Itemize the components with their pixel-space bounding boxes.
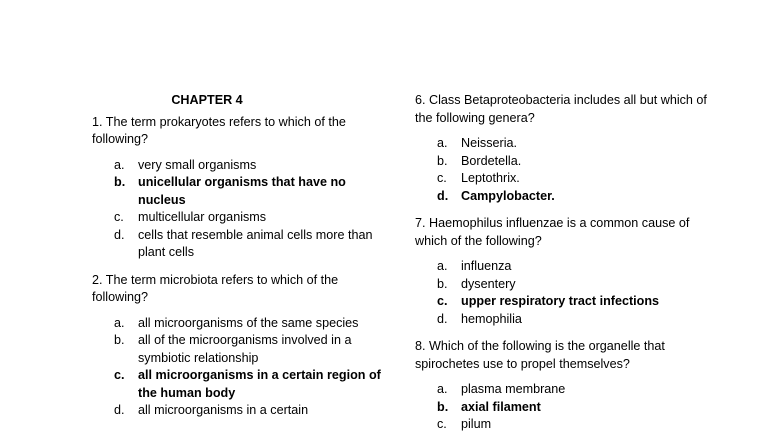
answer-option bbox=[92, 402, 382, 420]
option-letter: b. bbox=[437, 276, 448, 291]
answer-option bbox=[92, 157, 382, 175]
option-letter: c. bbox=[437, 417, 447, 431]
option-letter: d. bbox=[437, 311, 448, 326]
answer-option bbox=[415, 170, 715, 188]
answer-options bbox=[92, 157, 382, 262]
option-letter: c. bbox=[114, 368, 125, 382]
answer-options bbox=[415, 258, 715, 328]
option-text: Campylobacter. bbox=[461, 188, 555, 203]
option-text: Bordetella. bbox=[461, 153, 522, 168]
option-text: upper respiratory tract infections bbox=[461, 294, 660, 308]
option-text: Leptothrix. bbox=[461, 171, 520, 185]
answer-option-correct bbox=[92, 367, 382, 402]
option-text: very small organisms bbox=[138, 157, 257, 172]
answer-option bbox=[415, 416, 715, 434]
option-text: hemophilia bbox=[461, 311, 522, 326]
option-letter: a. bbox=[437, 382, 448, 396]
question-block bbox=[92, 272, 382, 420]
option-text: unicellular organisms that have no nucleus bbox=[138, 175, 346, 207]
answer-option-correct bbox=[415, 399, 715, 417]
option-letter: b. bbox=[437, 399, 449, 414]
option-text: all microorganisms in a certain bbox=[138, 403, 309, 417]
option-letter: b. bbox=[114, 333, 125, 347]
answer-option bbox=[415, 311, 715, 329]
option-letter: a. bbox=[437, 136, 448, 150]
option-letter: b. bbox=[114, 175, 126, 189]
option-text: all microorganisms of the same species bbox=[138, 315, 359, 330]
option-text: axial filament bbox=[461, 399, 541, 414]
option-text: plasma membrane bbox=[461, 382, 566, 396]
question-text: 6. Class Betaproteobacteria includes all but which of the following genera? bbox=[415, 93, 707, 125]
answer-option bbox=[415, 135, 715, 153]
answer-option bbox=[415, 258, 715, 276]
option-text: pilum bbox=[461, 417, 492, 431]
option-letter: a. bbox=[437, 259, 448, 273]
answer-option bbox=[415, 153, 715, 171]
option-letter: a. bbox=[114, 157, 125, 172]
option-letter: d. bbox=[437, 188, 449, 203]
right-column bbox=[415, 92, 715, 444]
option-text: all microorganisms in a certain region of the human body bbox=[138, 368, 381, 400]
answer-option bbox=[415, 276, 715, 294]
question-text: 2. The term microbiota refers to which of the following? bbox=[92, 272, 339, 304]
option-letter: c. bbox=[437, 294, 448, 308]
question-block bbox=[415, 215, 715, 328]
option-text: all of the microorganisms involved in a symbiotic relationship bbox=[138, 333, 352, 365]
answer-option bbox=[92, 332, 382, 367]
option-letter: a. bbox=[114, 315, 125, 330]
question-block bbox=[92, 114, 382, 262]
option-text: multicellular organisms bbox=[138, 210, 267, 224]
question-text: 1. The term prokaryotes refers to which of the following? bbox=[92, 114, 346, 146]
option-text: influenza bbox=[461, 259, 512, 273]
option-letter: c. bbox=[437, 171, 447, 185]
option-letter: c. bbox=[114, 210, 124, 224]
question-block bbox=[415, 338, 715, 434]
option-letter: d. bbox=[114, 227, 125, 242]
answer-options bbox=[415, 381, 715, 434]
option-letter: d. bbox=[114, 403, 125, 417]
question-text: 8. Which of the following is the organelle that spirochetes use to propel themselves? bbox=[415, 339, 665, 371]
left-column bbox=[92, 92, 382, 430]
answer-option-correct bbox=[415, 293, 715, 311]
answer-options bbox=[92, 315, 382, 420]
option-text: dysentery bbox=[461, 276, 516, 291]
option-text: Neisseria. bbox=[461, 136, 517, 150]
answer-option bbox=[415, 381, 715, 399]
chapter-heading: CHAPTER 4 bbox=[171, 93, 243, 107]
answer-option bbox=[92, 227, 382, 262]
question-text: 7. Haemophilus influenzae is a common cause of which of the following? bbox=[415, 216, 690, 248]
answer-option bbox=[92, 315, 382, 333]
answer-option bbox=[92, 209, 382, 227]
answer-options bbox=[415, 135, 715, 205]
answer-option-correct bbox=[92, 174, 382, 209]
answer-option-correct bbox=[415, 188, 715, 206]
option-text: cells that resemble animal cells more than plant cells bbox=[138, 227, 373, 259]
option-letter: b. bbox=[437, 153, 448, 168]
question-block bbox=[415, 92, 715, 205]
